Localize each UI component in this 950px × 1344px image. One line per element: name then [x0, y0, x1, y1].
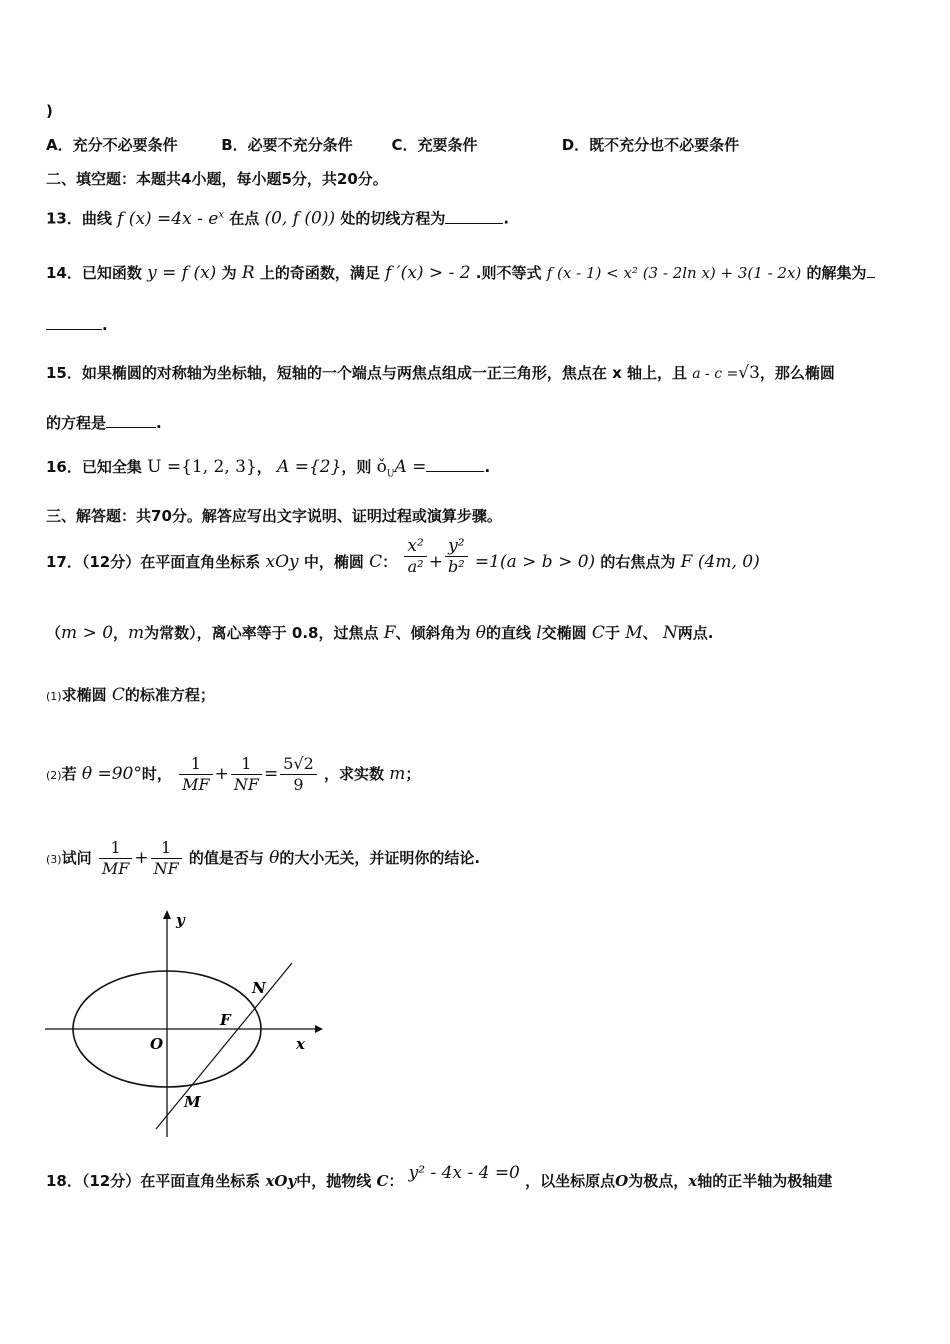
q16-mid: ，则	[341, 458, 372, 476]
options-row	[46, 134, 739, 156]
line-l	[156, 963, 292, 1129]
q17-p3-frac-MF: $\frac{1}{MF}$	[99, 838, 132, 879]
q17-p2-frac-MF: $\frac{1}{MF}$	[179, 754, 212, 795]
q16-complement-symbol: $ǒ_U$	[376, 457, 395, 480]
question-17-part3: (3)试问 $\frac{1}{MF}$ + $\frac{1}{NF}$ 的值是否与 θ的大小无关，并证明你的结论.	[46, 838, 481, 878]
q17-m-condition: m > 0	[61, 623, 114, 643]
q14-answer-blank-start	[867, 263, 875, 278]
question-17-part1	[46, 684, 215, 708]
option-c: C．充要条件	[391, 136, 478, 154]
q14-condition: f ′(x) > - 2	[385, 263, 471, 283]
q18-mid: 中，抛物线	[296, 1172, 372, 1190]
q16-universal-set: U ={1, 2, 3}	[147, 457, 257, 477]
q17-C: C	[369, 552, 383, 572]
q13-label: 13．曲线	[46, 209, 112, 228]
question-14-continued	[46, 314, 108, 336]
y-axis-arrow-icon	[163, 910, 171, 919]
q17-p3-frac-NF: $\frac{1}{NF}$	[151, 838, 182, 879]
q14-label: 14．已知函数	[46, 264, 142, 282]
q17-frac-x2-a2: $\frac{\text{x²}}{\text{a²}}$	[404, 536, 426, 577]
q17-p2-frac-NF: $\frac{1}{NF}$	[231, 754, 262, 795]
question-15	[46, 362, 835, 385]
q17-label: 17．（12分）在平面直角坐标系	[46, 553, 261, 571]
label-O: O	[150, 1035, 164, 1053]
q18-label: 18．（12分）在平面直角坐标系	[46, 1172, 261, 1190]
q14-function: y = f (x)	[147, 263, 217, 283]
q13-point: (0, f (0))	[264, 208, 336, 229]
question-16	[46, 456, 490, 485]
q17-l: l	[536, 623, 542, 643]
q17-p3-theta: θ	[269, 848, 280, 868]
q17-F: F	[383, 623, 396, 643]
question-14	[46, 262, 875, 284]
q17-line2-c: 的直线	[485, 624, 531, 642]
q17-mid: 中，椭圆	[303, 553, 364, 571]
q14-tail: 的解集为	[806, 264, 867, 282]
q18-tail: ，以坐标原点	[525, 1172, 616, 1190]
q15-expression: a - c =	[692, 366, 739, 382]
q17-p2-a: 若	[61, 765, 77, 783]
q16-label: 16．已知全集	[46, 458, 142, 476]
q18-colon: ：	[388, 1172, 404, 1190]
ellipse-figure	[40, 905, 330, 1145]
q16-answer-blank	[426, 457, 484, 472]
q17-frac-y2-b2: $\frac{\text{y²}}{\text{b²}}$	[445, 536, 468, 577]
q16-end: .	[484, 458, 491, 476]
q13-mid: 在点	[229, 209, 260, 228]
q17-M: M	[625, 623, 643, 643]
q17-theta: θ	[475, 623, 486, 643]
q18-O: O	[615, 1172, 629, 1190]
q17-p3-c: 的大小无关，并证明你的结论.	[279, 849, 481, 867]
q18-tail2: 为极点，	[628, 1172, 689, 1190]
q16-comma: ，	[256, 458, 272, 476]
q14-answer-blank	[46, 315, 102, 330]
label-M: M	[184, 1093, 201, 1111]
q17-line2-d: 交椭圆	[541, 624, 587, 642]
q15-tail: ，那么椭圆	[759, 364, 835, 382]
q17-p3-b: 的值是否与	[188, 849, 264, 867]
section2-heading: 二、填空题：本题共4小题，每小题5分，共20分。	[46, 170, 388, 188]
q17-C2: C	[591, 623, 605, 643]
q13-answer-blank	[445, 209, 503, 224]
section3-heading: 三、解答题：共70分。解答应写出文字说明、证明过程或演算步骤。	[46, 507, 502, 525]
question-18	[46, 1163, 833, 1192]
q15-end: .	[156, 414, 162, 432]
q14-mid3: .则不等式	[475, 264, 542, 282]
q17-p2-b: 时，	[141, 765, 172, 783]
q17-p1-C: C	[111, 685, 125, 705]
q18-C: C	[376, 1172, 389, 1190]
q17-tail: 的右焦点为	[600, 553, 676, 571]
q17-p1-b: 的标准方程；	[124, 686, 215, 704]
q17-p3-a: 试问	[61, 849, 92, 867]
label-x: x	[296, 1035, 305, 1053]
q13-tail: 处的切线方程为	[340, 209, 446, 228]
question-15-continued	[46, 412, 162, 434]
q14-end: .	[102, 316, 108, 334]
q13-function: f $(x) =4x - e^x$	[117, 208, 224, 229]
q17-N: N	[662, 623, 678, 643]
question-17-part2: (2)若 θ =90°时， $\frac{1}{MF}$ + $\frac{1}{NF}$ = $\frac{5√2}{9}$ ，求实数 m；	[46, 754, 421, 794]
q17-focus: F (4m, 0)	[680, 552, 760, 572]
q15-sqrt3: √3	[738, 363, 760, 383]
q17-p3-number: (3)	[46, 853, 62, 866]
q14-mid2: 上的奇函数，满足	[259, 264, 380, 282]
q15-line1: 15．如果椭圆的对称轴为坐标轴，短轴的一个端点与两焦点组成一正三角形，焦点在 x 轴上，且	[46, 364, 687, 382]
q18-equation: y² - 4x - 4 =0	[408, 1163, 520, 1183]
continuation-paren: )	[46, 102, 53, 120]
option-d: D．既不充分也不必要条件	[561, 136, 740, 154]
question-17-line2	[46, 622, 713, 644]
q17-comma: ，	[113, 624, 129, 642]
q17-sep: 、	[642, 624, 658, 642]
q17-line2-e: 于	[604, 624, 620, 642]
q17-p2-c: ，求实数	[324, 765, 385, 783]
question-13	[46, 204, 509, 230]
q16-complement-A: A =	[394, 457, 427, 477]
x-axis-arrow-icon	[315, 1025, 323, 1033]
q18-x: x	[688, 1172, 698, 1190]
label-N: N	[252, 979, 266, 997]
q17-p2-d: ；	[405, 765, 421, 783]
q17-line2-a: 为常数），离心率等于 0.8，过焦点	[144, 624, 379, 642]
q14-inequality: f (x - 1) < x² (3 - 2ln x) + 3(1 - 2x)	[546, 264, 802, 282]
q15-answer-blank	[106, 413, 156, 428]
q17-open-paren: （	[46, 624, 62, 642]
q18-xoy: xOy	[265, 1172, 297, 1190]
q14-mid1: 为	[221, 264, 237, 282]
q15-line2: 的方程是	[46, 414, 107, 432]
q16-set-A: A ={2}	[277, 457, 342, 477]
q17-p1-number: (1)	[46, 690, 62, 703]
label-y: y	[176, 911, 185, 929]
q13-end: .	[503, 209, 510, 228]
option-b: B．必要不充分条件	[221, 136, 353, 154]
q18-tail3: 轴的正半轴为极轴建	[697, 1172, 833, 1190]
option-a: A．充分不必要条件	[46, 136, 178, 154]
q17-colon: ：	[382, 553, 398, 571]
q17-xoy: xOy	[265, 552, 299, 572]
q17-p2-frac-rhs: $\frac{5√2}{9}$	[280, 754, 317, 795]
label-F: F	[220, 1011, 231, 1029]
q17-line2-b: 、倾斜角为	[395, 624, 471, 642]
question-17: 17．（12分）在平面直角坐标系 xOy 中，椭圆 C： $\frac{\text{x²}}{\text{a²}}$ + $\frac{\text{y²}}{\text{b²}}$ =1(a > b > 0) 的右焦点为 F (4m, 0)	[46, 536, 760, 576]
q17-line2-f: 两点.	[677, 624, 714, 642]
q17-p1-a: 求椭圆	[61, 686, 107, 704]
q17-m: m	[128, 623, 145, 643]
q17-p2-theta: θ =90°	[81, 764, 142, 784]
q17-equation-rhs: =1(a > b > 0)	[474, 552, 596, 572]
q17-p2-m: m	[389, 764, 406, 784]
q14-R: R	[241, 263, 255, 283]
q17-p2-number: (2)	[46, 769, 62, 782]
